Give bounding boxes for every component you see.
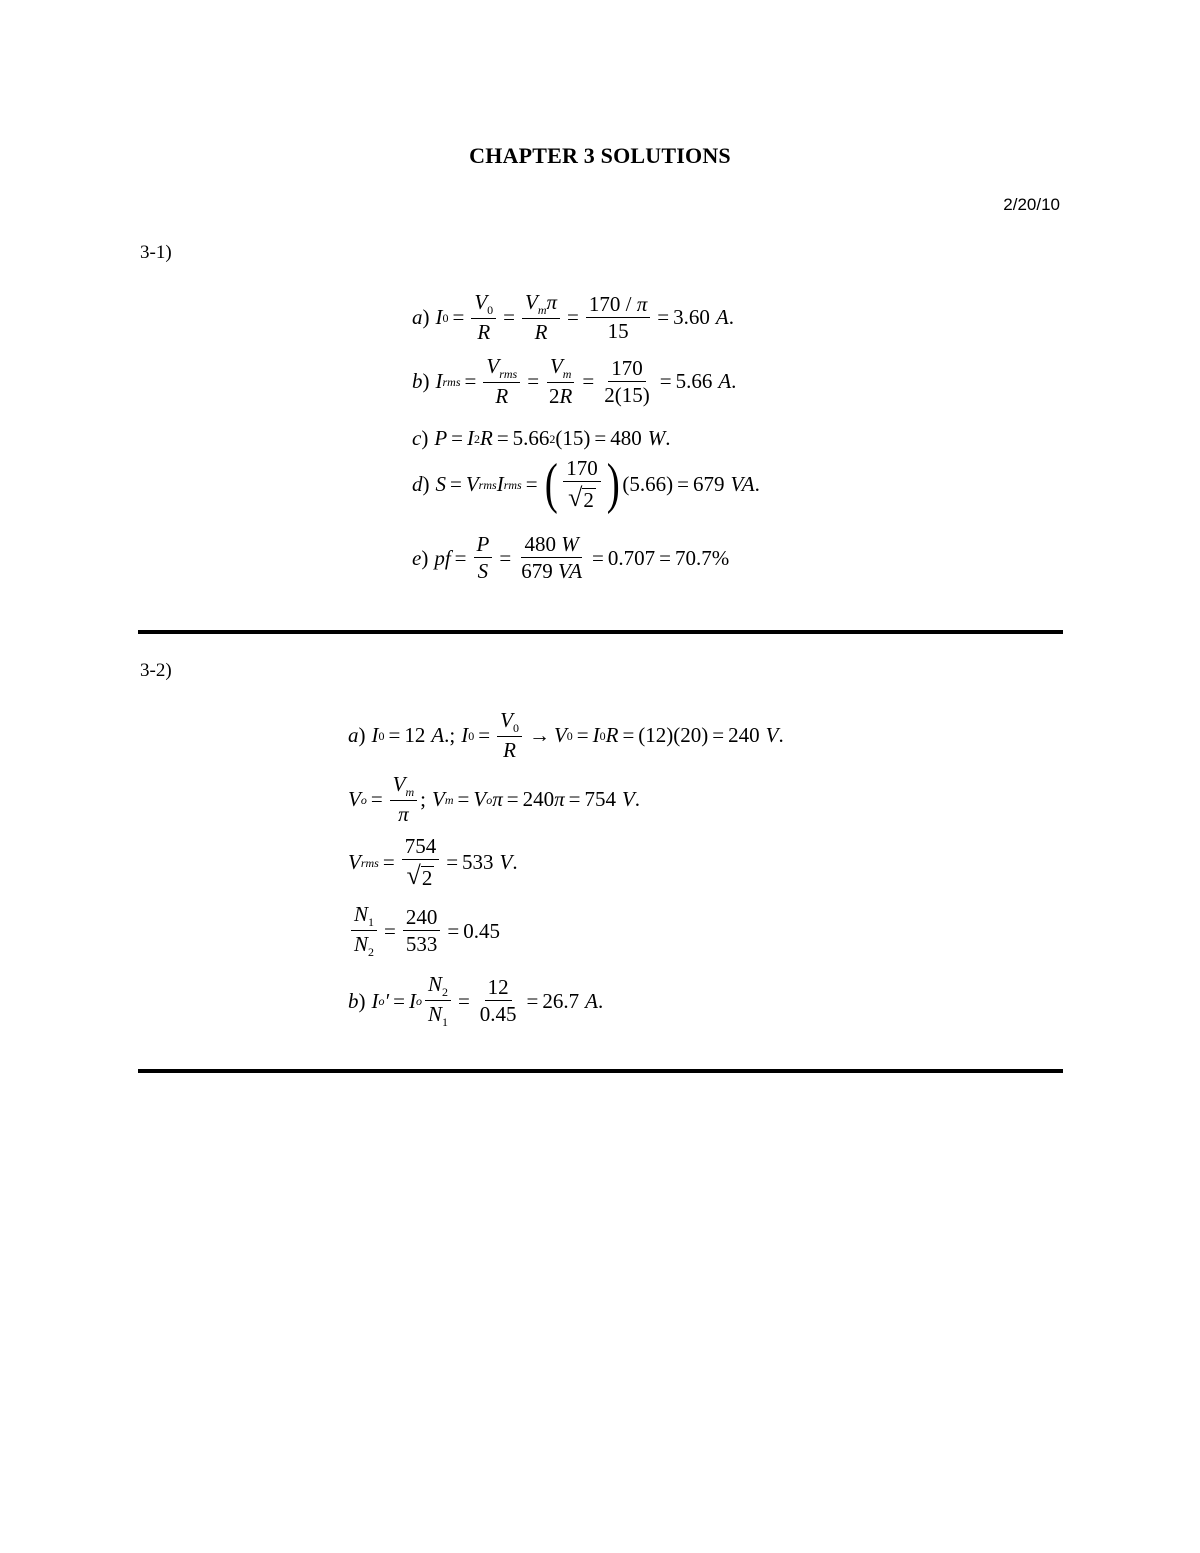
problem-label-3-2: 3-2): [140, 660, 172, 681]
equation-3-1-e: e ) pf = $\frac{P}{S}$ = $\frac{480 W}{679 VA}$ = 0.707 = 70.7%: [412, 532, 730, 583]
equation-3-2-a: a ) I 0 = 12 A .; I 0 = $\frac{V_0}{R}$ → V 0 = I 0 R = (12)(20) = 240 V .: [348, 708, 784, 763]
equation-3-2-ratio: $\frac{N_1}{N_2}$ = $\frac{240}{533}$ = 0.45: [348, 904, 500, 958]
section-divider: [138, 1069, 1063, 1073]
equation-3-1-d: d ) S = V rms I rms = ( 170 √ 2 ) (5.66) = 679 VA .: [412, 453, 760, 516]
equation-3-1-a: a ) I 0 = $\frac{V_0}{R}$ = $\frac{V_m\pi}{R}$ = $\frac{170 / \pi}{15}$ = 3.60 A .: [412, 290, 734, 345]
section-divider: [138, 630, 1063, 634]
equation-3-2-vm: V o = $\frac{V_m}{\pi}$ ; V m = V o π = 240 π = 754 V .: [348, 772, 641, 827]
equation-3-2-vrms: V rms = 754 √ 2 = 533 V .: [348, 834, 518, 890]
equation-3-1-b: b ) I rms = $\frac{V_{rms}}{R}$ = $\frac{V_m}{2R}$ = $\frac{170}{2(15)}$ = 5.66 A .: [412, 354, 737, 409]
equation-3-1-c: c ) P = I 2 R = 5.66 2 (15) = 480 W .: [412, 426, 671, 450]
document-date: 2/20/10: [1003, 195, 1060, 214]
page-title: CHAPTER 3 SOLUTIONS: [469, 143, 731, 168]
problem-label-3-1: 3-1): [140, 242, 172, 263]
equation-3-2-b: b ) I o ′ = I o $\frac{N_2}{N_1}$ = $\frac{12}{0.45}$ = 26.7 A .: [348, 972, 604, 1030]
